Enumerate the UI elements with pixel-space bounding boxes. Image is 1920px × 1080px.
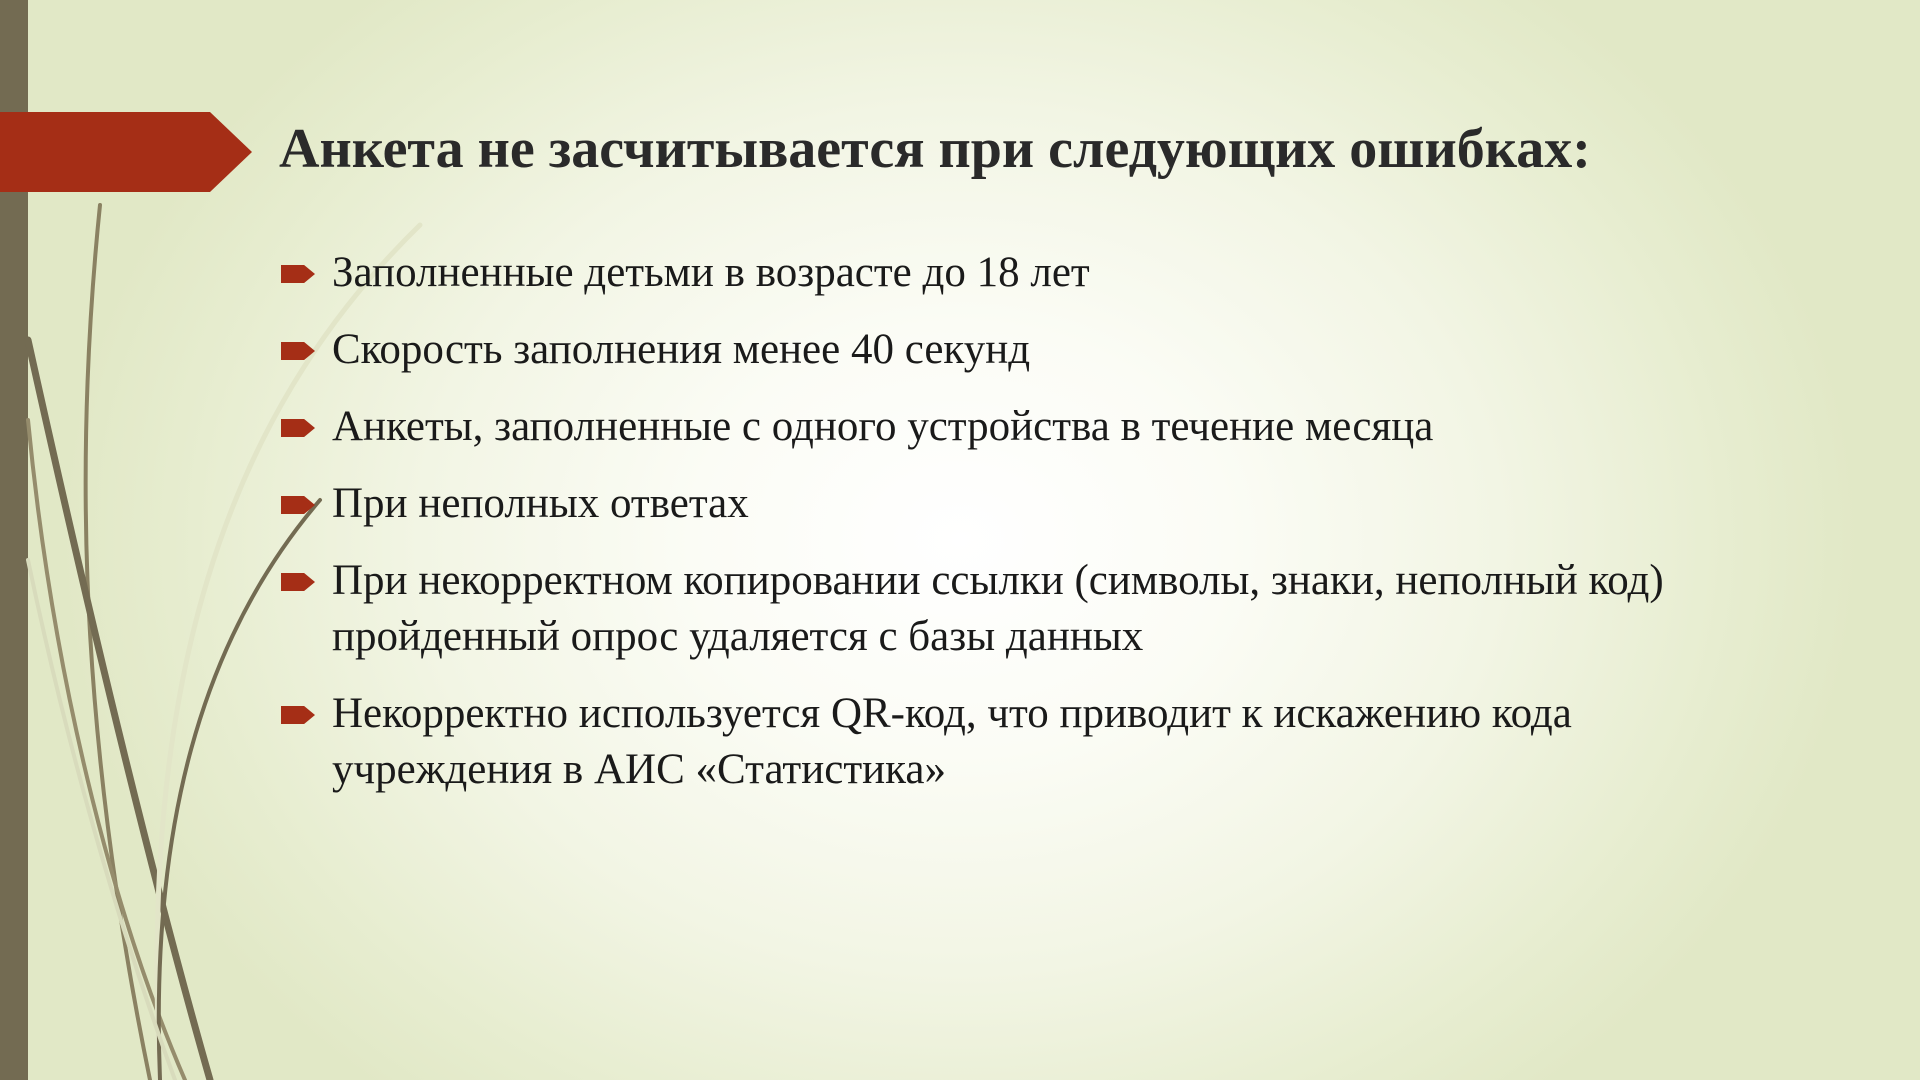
bullet-list bbox=[280, 245, 1700, 819]
bullet-text: При неполных ответах bbox=[332, 480, 749, 527]
bullet-text: Скорость заполнения менее 40 секунд bbox=[332, 326, 1031, 373]
arrow-bullet-icon bbox=[281, 573, 315, 591]
bullet-item bbox=[280, 686, 1700, 798]
arrow-bullet-icon bbox=[281, 419, 315, 437]
bullet-text: Анкеты, заполненные с одного устройства в течение месяца bbox=[332, 403, 1434, 450]
bullet-item bbox=[280, 476, 1700, 532]
arrow-bullet-icon bbox=[281, 706, 315, 724]
bullet-item bbox=[280, 322, 1700, 378]
slide-title: Анкета не засчитывается при следующих ошибках: bbox=[279, 118, 1591, 180]
bullet-item bbox=[280, 399, 1700, 455]
arrow-bullet-icon bbox=[281, 496, 315, 514]
title-arrow-shape bbox=[0, 112, 252, 192]
bullet-item bbox=[280, 245, 1700, 301]
arrow-bullet-icon bbox=[281, 342, 315, 360]
bullet-item bbox=[280, 553, 1700, 665]
arrow-bullet-icon bbox=[281, 265, 315, 283]
bullet-text: При некорректном копировании ссылки (символы, знаки, неполный код) пройденный опрос удаляется с базы данных bbox=[332, 557, 1664, 660]
bullet-text: Заполненные детьми в возрасте до 18 лет bbox=[332, 249, 1090, 296]
bullet-text: Некорректно используется QR-код, что приводит к искажению кода учреждения в АИС «Статистика» bbox=[332, 690, 1572, 793]
